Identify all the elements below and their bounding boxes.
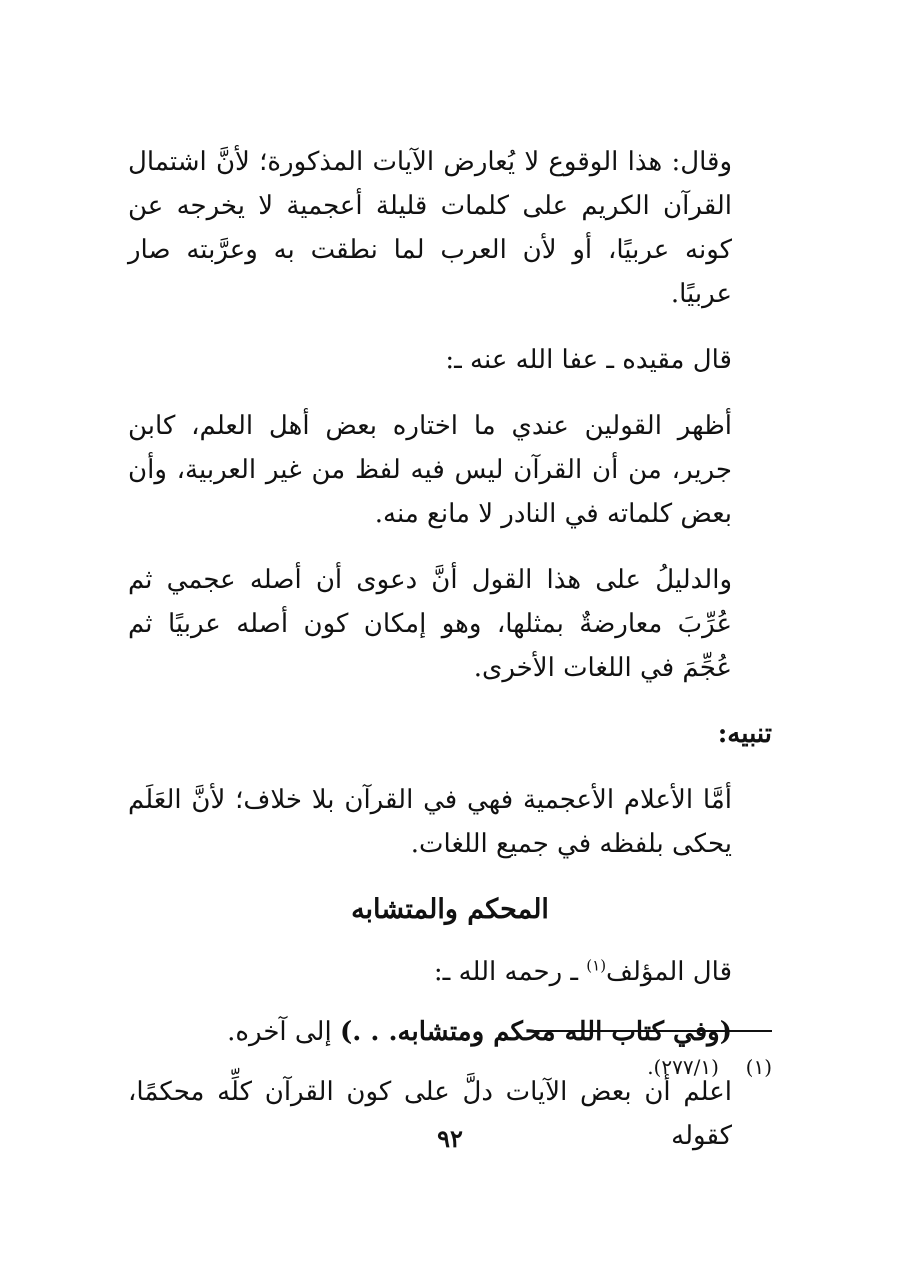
footnote-reference: (١) <box>586 956 607 975</box>
quoted-text-rest: إلى آخره. <box>227 1017 340 1047</box>
paragraph-4: والدليلُ على هذا القول أنَّ دعوى أن أصله عجمي ثم عُرِّبَ معارضةٌ بمثلها، وهو إمكان كون أصله عربيًا ثم عُجِّمَ في اللغات الأخرى. <box>128 565 732 683</box>
footnote-text: (٢٧٧/١). <box>647 1055 719 1079</box>
notice-label: تنبيه: <box>717 719 772 749</box>
footnote <box>647 1052 772 1082</box>
paragraph-6: أمَّا الأعلام الأعجمية فهي في القرآن بلا خلاف؛ لأنَّ العَلَم يحكى بلفظه في جميع اللغات. <box>128 785 732 859</box>
footnote-number: (١) <box>745 1055 772 1079</box>
author-intro-rest: ـ رحمه الله ـ: <box>433 957 587 987</box>
paragraph-9: اعلم أن بعض الآيات دلَّ على كون القرآن كلِّه محكمًا، كقوله <box>128 1077 732 1151</box>
section-heading: المحكم والمتشابه <box>351 894 549 925</box>
footnote-divider <box>528 1030 772 1032</box>
paragraph-8 <box>128 1010 772 1054</box>
paragraph-1: وقال: هذا الوقوع لا يُعارض الآيات المذكورة؛ لأنَّ اشتمال القرآن الكريم على كلمات قليلة أعجمية لا يخرجه عن كونه عربيًا، أو لأن العرب لما نطقت به وعرَّبته صار عربيًا. <box>128 147 732 309</box>
paragraph-7 <box>128 950 772 994</box>
author-intro: قال المؤلف <box>606 957 732 987</box>
page-number: ٩٢ <box>437 1124 463 1153</box>
quoted-text: (وفي كتاب الله محكم ومتشابه. . .) <box>339 1017 732 1047</box>
author-note-heading: قال مقيده ـ عفا الله عنه ـ: <box>445 345 732 375</box>
paragraph-3: أظهر القولين عندي ما اختاره بعض أهل العلم، كابن جرير، من أن القرآن ليس فيه لفظ من غير العربية، وأن بعض كلماته في النادر لا مانع منه. <box>128 411 732 529</box>
page-body <box>128 140 772 1180</box>
